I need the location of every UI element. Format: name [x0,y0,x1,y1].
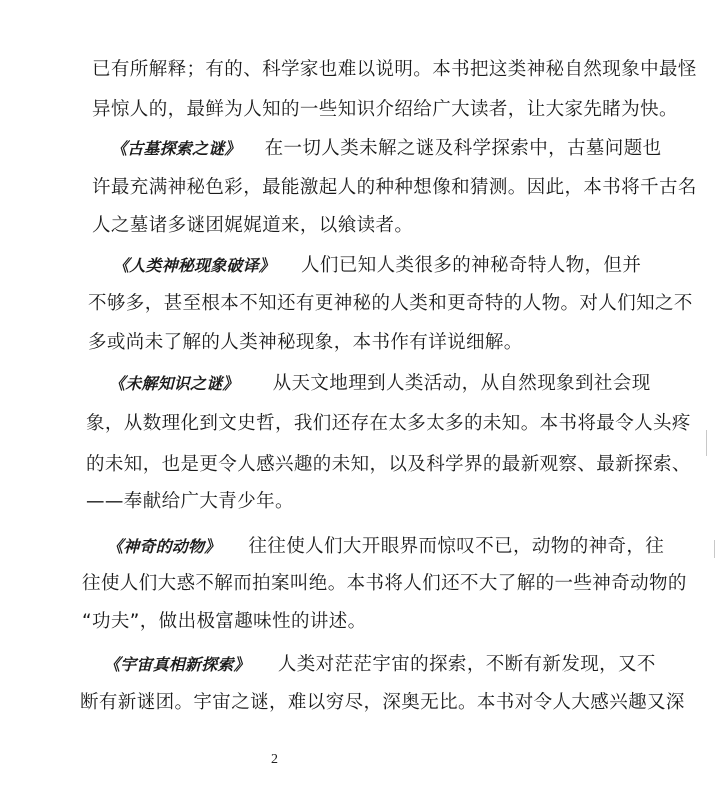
text-line: ——奉献给广大青少年。 [86,491,294,512]
book-title: 《未解知识之谜》 [109,374,239,393]
scan-artifact [706,430,707,456]
scan-artifact [714,540,715,558]
text-line: 断有新谜团。宇宙之谜，难以穷尽，深奥无比。本书对令人大感兴趣又深 [80,692,685,713]
book-title: 《神奇的动物》 [107,537,221,556]
text-line: 从天文地理到人类活动，从自然现象到社会现 [272,373,651,394]
text-line: 的未知，也是更令人感兴趣的未知，以及科学界的最新观察、最新探索、 [86,454,691,475]
text-line: 人类对茫茫宇宙的探索，不断有新发现，又不 [277,654,656,675]
page-number: 2 [271,752,278,767]
text-line: 许最充满神秘色彩，最能激起人的种种想像和猜测。因此，本书将千古名 [92,177,697,198]
text-line: 异惊人的，最鲜为人知的一些知识介绍给广大读者，让大家先睹为快。 [92,99,678,120]
book-title: 《古墓探索之谜》 [111,139,241,158]
text-line: 已有所解释；有的、科学家也难以说明。本书把这类神秘自然现象中最怪 [92,59,697,80]
paragraph-first-line [109,372,651,396]
text-line: 人之墓诸多谜团娓娓道来，以飨读者。 [92,215,414,236]
text-line: 往使人们大惑不解而拍案叫绝。本书将人们还不大了解的一些神奇动物的 [82,573,687,594]
paragraph-first-line [104,653,656,677]
book-title: 《人类神秘现象破译》 [113,256,276,275]
text-line: 不够多，甚至根本不知还有更神秘的人类和更奇特的人物。对人们知之不 [88,293,693,314]
book-title: 《宇宙真相新探索》 [104,655,250,674]
paragraph-first-line [113,254,641,278]
text-line: “功夫”，做出极富趣味性的讲述。 [82,611,367,632]
paragraph-first-line [107,535,664,559]
paragraph-first-line [111,137,662,161]
text-line: 在一切人类未解之谜及科学探索中，古墓问题也 [264,138,662,159]
text-line: 人们已知人类很多的神秘奇特人物，但并 [301,255,642,276]
text-line: 往往使人们大开眼界而惊叹不已，动物的神奇，往 [248,536,665,557]
text-line: 象，从数理化到文史哲，我们还存在太多太多的未知。本书将最令人头疼 [86,413,691,434]
text-line: 多或尚未了解的人类神秘现象，本书作有详说细解。 [88,332,523,353]
